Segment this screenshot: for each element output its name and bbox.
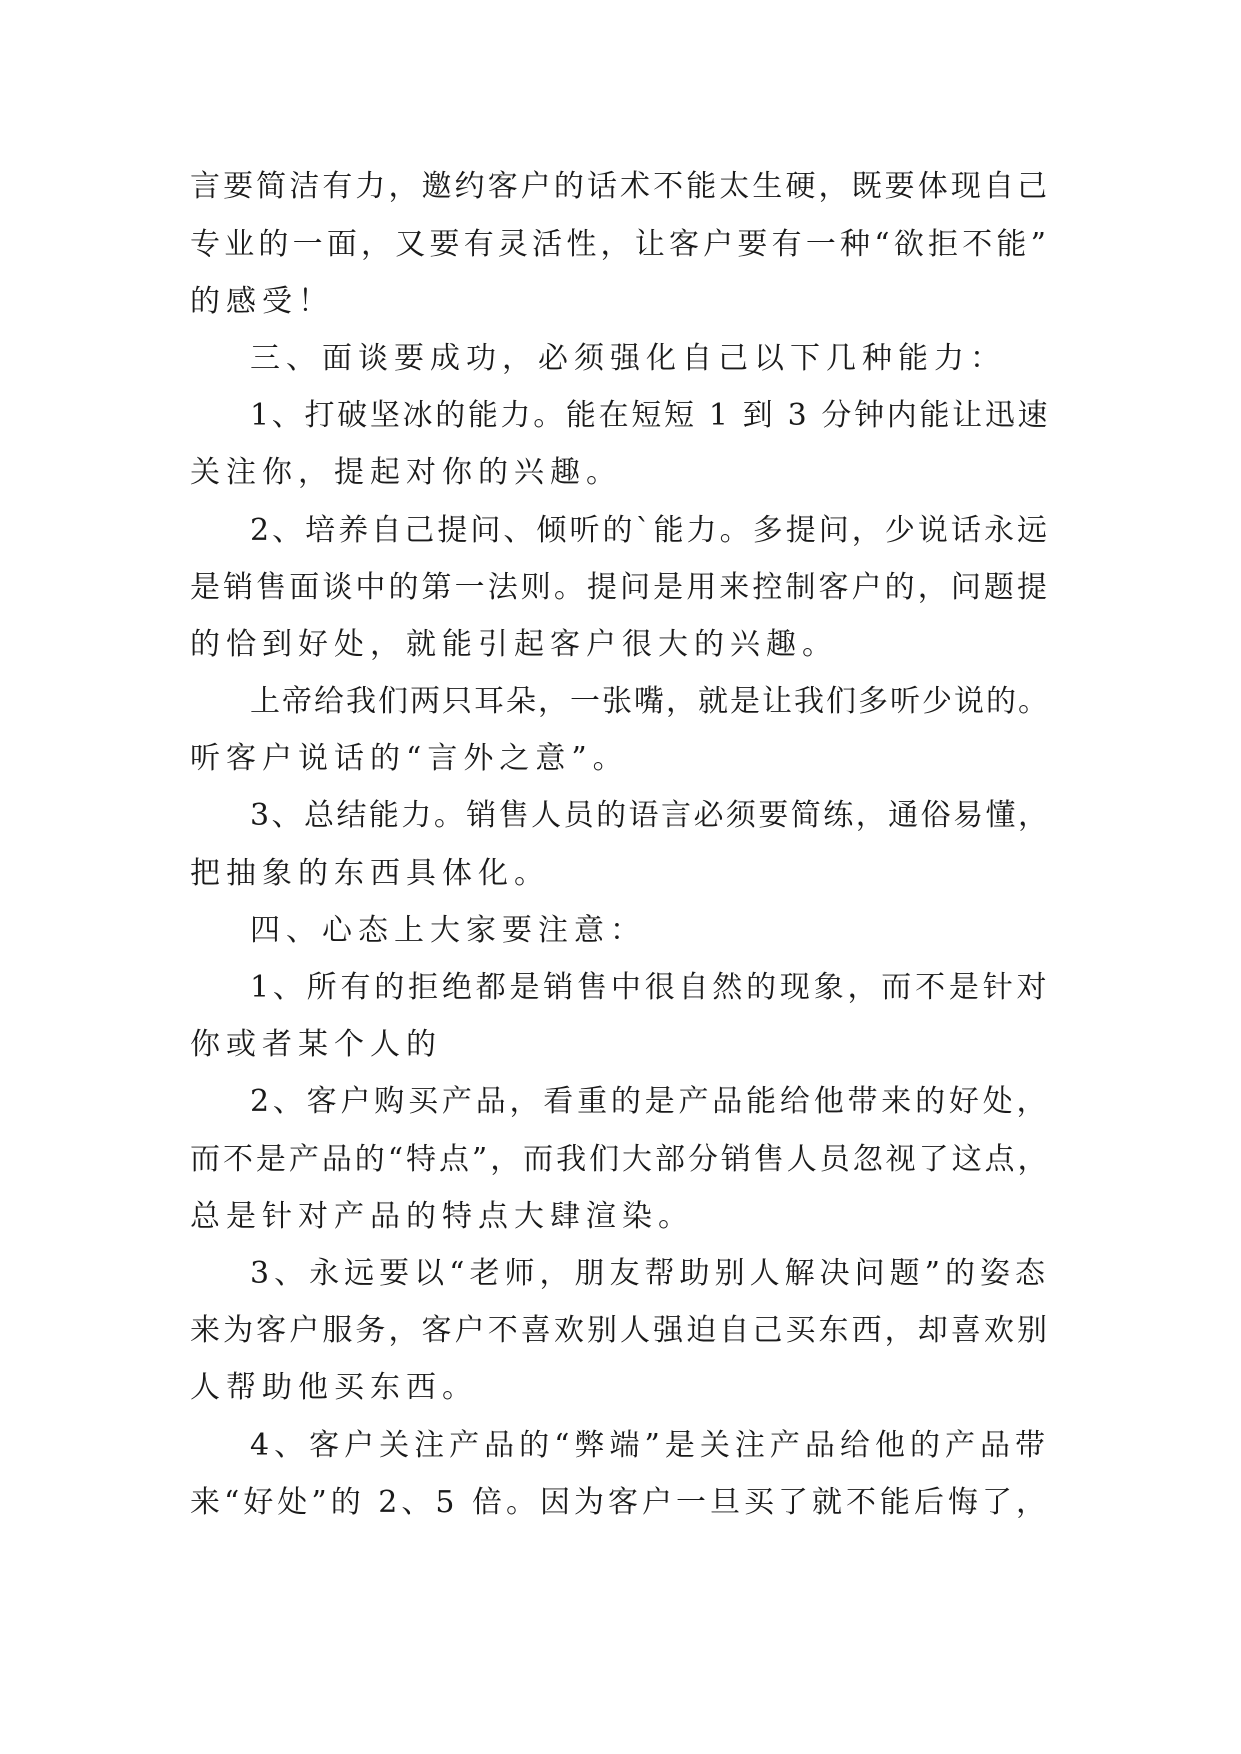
text-line: 4、客户关注产品的“弊端”是关注产品给他的产品带: [250, 1428, 1050, 1463]
text-line: 把抽象的东西具体化。: [190, 856, 550, 891]
section-heading: 三、面谈要成功，必须强化自己以下几种能力：: [250, 341, 1006, 376]
text-line: 3、总结能力。销售人员的语言必须要简练，通俗易懂，: [250, 798, 1050, 833]
text-line: 上帝给我们两只耳朵，一张嘴，就是让我们多听少说的。: [250, 684, 1050, 719]
text-line: 2、培养自己提问、倾听的`能力。多提问，少说话永远: [250, 513, 1050, 548]
text-line: 言要简洁有力，邀约客户的话术不能太生硬，既要体现自己: [190, 169, 1050, 204]
text-line: 2、客户购买产品，看重的是产品能给他带来的好处，: [250, 1084, 1050, 1119]
text-line: 的恰到好处，就能引起客户很大的兴趣。: [190, 627, 838, 662]
section-heading: 四、心态上大家要注意：: [250, 913, 646, 948]
text-line: 你或者某个人的: [190, 1027, 442, 1062]
text-line: 来为客户服务，客户不喜欢别人强迫自己买东西，却喜欢别: [190, 1313, 1050, 1348]
text-line: 专业的一面，又要有灵活性，让客户要有一种“欲拒不能”: [190, 227, 1050, 262]
text-line: 关注你，提起对你的兴趣。: [190, 455, 622, 490]
text-line: 来“好处”的 2、5 倍。因为客户一旦买了就不能后悔了，: [190, 1485, 1050, 1520]
text-line: 总是针对产品的特点大肆渲染。: [190, 1199, 694, 1234]
text-line: 的感受！: [190, 284, 334, 319]
text-line: 1、所有的拒绝都是销售中很自然的现象，而不是针对: [250, 970, 1050, 1005]
text-line: 是销售面谈中的第一法则。提问是用来控制客户的，问题提: [190, 570, 1050, 605]
text-line: 人帮助他买东西。: [190, 1370, 478, 1405]
text-line: 听客户说话的“言外之意”。: [190, 741, 629, 776]
text-line: 1、打破坚冰的能力。能在短短 1 到 3 分钟内能让迅速: [250, 398, 1050, 433]
text-line: 3、永远要以“老师，朋友帮助别人解决问题”的姿态: [250, 1256, 1050, 1291]
text-line: 而不是产品的“特点”，而我们大部分销售人员忽视了这点，: [190, 1142, 1050, 1177]
